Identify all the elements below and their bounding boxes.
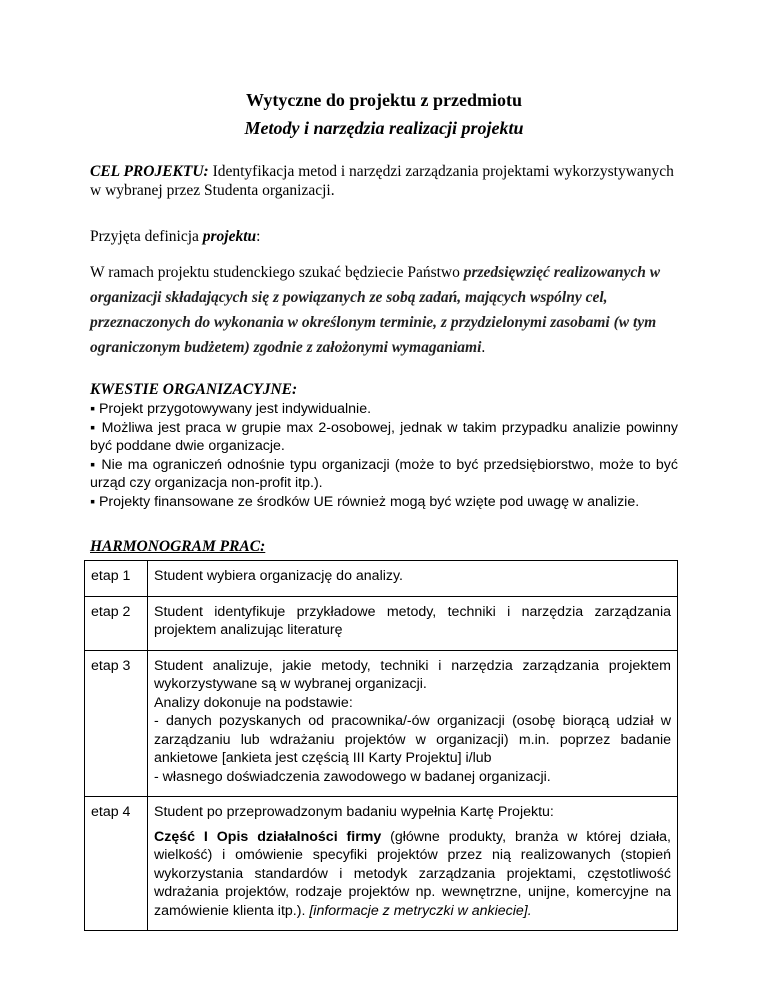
table-row — [85, 596, 678, 650]
definition-term: projektu — [202, 228, 257, 245]
goal-label: CEL PROJEKTU: — [90, 163, 209, 180]
stage-description — [148, 650, 678, 797]
schedule-heading: HARMONOGRAM PRAC: — [90, 538, 266, 555]
table-row — [85, 650, 678, 797]
definition-colon: : — [256, 228, 261, 245]
stage-line: Student analizuje, jakie metody, techniki i narzędzia zarządzania projektem wykorzystywane są w wybranej organizacji. — [154, 657, 671, 692]
stage-intro: Student po przeprowadzonym badaniu wypełnia Kartę Projektu: — [154, 804, 554, 820]
list-item: ▪ Nie ma ograniczeń odnośnie typu organizacji (może to być przedsiębiorstwo, może to być urząd czy organizacja non-profit itp.). — [90, 456, 678, 491]
stage-label: etap 4 — [85, 797, 148, 931]
definition-paragraph — [90, 260, 678, 360]
stage-description: Student wybiera organizację do analizy. — [148, 561, 678, 597]
schedule-table — [84, 560, 678, 931]
stage-description — [148, 797, 678, 931]
stage-part — [154, 828, 671, 921]
organizational-list — [90, 400, 678, 511]
list-item: ▪ Możliwa jest praca w grupie max 2-osobowej, jednak w takim przypadku analizie powinny być poddane dwie organizacje. — [90, 419, 678, 454]
stage-line: Analizy dokonuje na podstawie: — [154, 694, 353, 711]
table-row — [85, 797, 678, 931]
list-item: ▪ Projekty finansowane ze środków UE również mogą być wzięte pod uwagę w analizie. — [90, 493, 640, 510]
stage-line: - własnego doświadczenia zawodowego w badanej organizacji. — [154, 768, 551, 785]
definition-lead: W ramach projektu studenckiego szukać będziecie Państwo — [90, 264, 464, 281]
document-title: Wytyczne do projektu z przedmiotu — [246, 90, 522, 110]
organizational-heading: KWESTIE ORGANIZACYJNE: — [90, 381, 298, 398]
stage-label: etap 2 — [85, 596, 148, 650]
part-note: [informacje z metryczki w ankiecie]. — [309, 902, 532, 919]
definition-intro: Przyjęta definicja — [90, 228, 203, 245]
goal-text: Identyfikacja metod i narzędzi zarządzania projektami wykorzystywanych w wybranej przez Studenta organizacji. — [90, 163, 674, 199]
part-label: Część I Opis działalności firmy — [154, 828, 382, 845]
part-text: (główne produkty, branża w której działa, wielkość) i omówienie specyfiki projektów przez nią realizowanych (stopień wykorzystania standardów i metodyk zarządzania projektami, częstotliwość wdrażania projektów, rodzaje projektów np. wewnętrzne, unijne, komercyjne na zamówienie klienta itp.). — [154, 828, 671, 919]
goal-paragraph — [90, 162, 678, 200]
stage-label: etap 1 — [85, 561, 148, 597]
definition-end: . — [481, 339, 486, 356]
table-row — [85, 561, 678, 597]
definition-body: przedsięwzięć realizowanych w organizacji składających się z powiązanych ze sobą zadań, mających wspólny cel, przeznaczonych do wykonania w określonym terminie, z przydzielonymi zasobami (w tym ograniczonym budżetem) zgodnie z założonymi wymaganiami — [90, 264, 661, 356]
stage-label: etap 3 — [85, 650, 148, 797]
course-title: Metody i narzędzia realizacji projektu — [244, 118, 524, 138]
stage-line: - danych pozyskanych od pracownika/-ów organizacji (osobę biorącą udział w zarządzaniu lub wdrażaniu projektów w organizacji) m.in. poprzez badanie ankietowe [ankieta jest częścią III Karty Projektu] i/lub — [154, 713, 671, 766]
definition-heading — [90, 227, 678, 246]
stage-description: Student identyfikuje przykładowe metody, techniki i narzędzia zarządzania projektem analizując literaturę — [148, 596, 678, 650]
list-item: ▪ Projekt przygotowywany jest indywidualnie. — [90, 401, 372, 417]
